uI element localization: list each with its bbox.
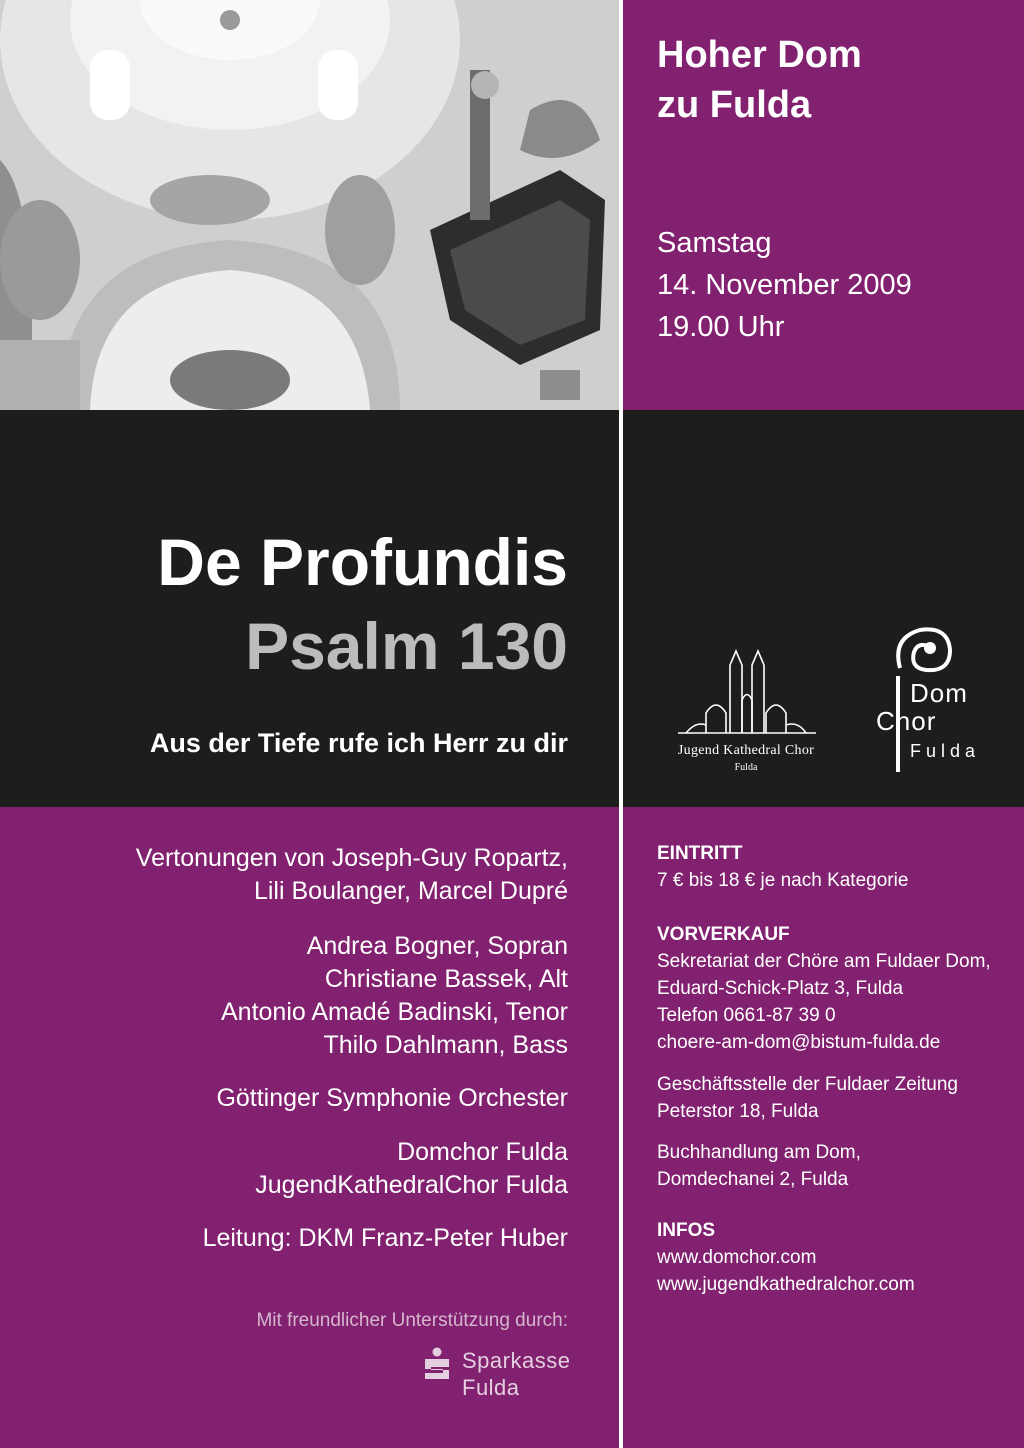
- vorverkauf-line: Eduard-Schick-Platz 3, Fulda: [657, 978, 904, 999]
- tagline: Aus der Tiefe rufe ich Herr zu dir: [149, 728, 568, 758]
- cathedral-photo: [0, 0, 619, 410]
- domchor-chor: Chor: [876, 706, 937, 736]
- soloists-block: [221, 930, 568, 1062]
- sparkasse-name: [462, 1347, 570, 1401]
- sparkasse-name-line2: Fulda: [462, 1375, 520, 1400]
- conductor: Leitung: DKM Franz-Peter Huber: [202, 1224, 568, 1252]
- vorverkauf-email: choere-am-dom@bistum-fulda.de: [657, 1032, 941, 1053]
- composers-block: [136, 842, 568, 908]
- vorverkauf-block-3: [657, 1139, 861, 1193]
- sponsor-note: Mit freundlicher Unterstützung durch:: [256, 1310, 568, 1331]
- cathedral-icon: [656, 645, 836, 745]
- infos-link: www.domchor.com: [657, 1247, 817, 1268]
- jkc-logo-city: Fulda: [734, 762, 758, 773]
- vorverkauf-line: Geschäftsstelle der Fuldaer Zeitung: [657, 1074, 958, 1095]
- choir: JugendKathedralChor Fulda: [255, 1171, 568, 1199]
- soloist: Christiane Bassek, Alt: [324, 965, 568, 993]
- vorverkauf-heading: VORVERKAUF: [657, 924, 790, 945]
- infos-link: www.jugendkathedralchor.com: [657, 1274, 915, 1295]
- infos-block: [657, 1217, 915, 1298]
- eintritt-heading: EINTRITT: [657, 843, 743, 864]
- soloist: Andrea Bogner, Sopran: [306, 932, 568, 960]
- venue-line1: Hoher Dom: [657, 34, 862, 76]
- choirs-block: [255, 1136, 568, 1202]
- venue-line2: zu Fulda: [657, 84, 812, 126]
- event-day: Samstag: [657, 227, 772, 259]
- sparkasse-icon: [422, 1347, 452, 1381]
- domchor-dom: Dom: [910, 678, 968, 708]
- event-date-text: 14. November 2009: [657, 269, 912, 301]
- jkc-logo-text: Jugend Kathedral Chor: [677, 743, 815, 758]
- divider-line: [619, 0, 623, 1448]
- jugend-kathedral-chor-logo: [656, 645, 836, 780]
- domchor-fulda: Fulda: [910, 741, 981, 761]
- vorverkauf-block-2: [657, 1071, 958, 1125]
- eintritt-block: [657, 840, 908, 894]
- vorverkauf-line: Buchhandlung am Dom,: [657, 1142, 861, 1163]
- vorverkauf-line: Sekretariat der Chöre am Fuldaer Dom,: [657, 951, 991, 972]
- sparkasse-name-line1: Sparkasse: [462, 1348, 571, 1373]
- vorverkauf-block: [657, 921, 991, 1056]
- domchor-logo: [870, 618, 990, 778]
- concert-title: [157, 520, 568, 688]
- event-date: [657, 222, 912, 348]
- orchestra: Göttinger Symphonie Orchester: [216, 1084, 568, 1112]
- composers-line: Vertonungen von Joseph-Guy Ropartz,: [135, 844, 568, 872]
- vorverkauf-line: Peterstor 18, Fulda: [657, 1101, 819, 1122]
- vorverkauf-line: Domdechanei 2, Fulda: [657, 1169, 849, 1190]
- title-sub: Psalm 130: [245, 609, 568, 683]
- choir: Domchor Fulda: [397, 1138, 568, 1166]
- soloist: Thilo Dahlmann, Bass: [323, 1031, 568, 1059]
- eintritt-text: 7 € bis 18 € je nach Kategorie: [657, 870, 909, 891]
- vorverkauf-line: Telefon 0661-87 39 0: [657, 1005, 836, 1026]
- venue: [657, 30, 862, 130]
- sparkasse-logo: [422, 1343, 572, 1413]
- event-time: 19.00 Uhr: [657, 311, 785, 343]
- infos-heading: INFOS: [657, 1220, 716, 1241]
- title-main: De Profundis: [157, 525, 568, 599]
- soloist: Antonio Amadé Badinski, Tenor: [221, 998, 568, 1026]
- composers-line: Lili Boulanger, Marcel Dupré: [253, 877, 568, 905]
